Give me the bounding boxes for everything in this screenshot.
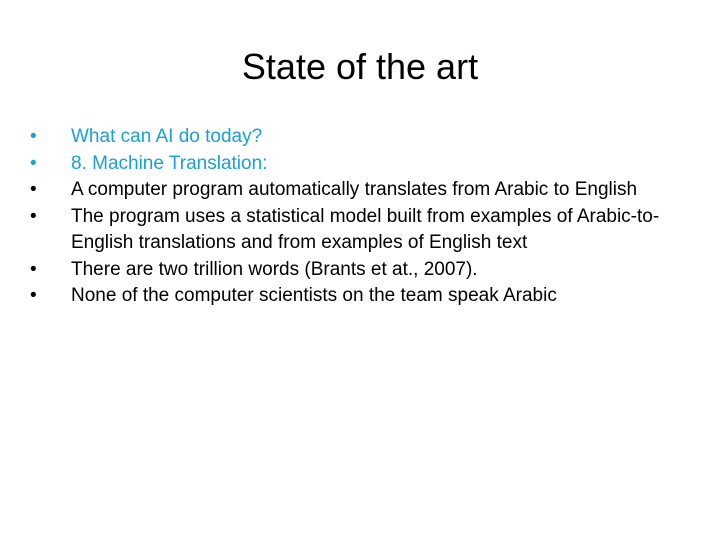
bullet-text: There are two trillion words (Brants et at., 2007).	[71, 258, 478, 280]
bullet-item	[30, 151, 690, 178]
bullet-icon: •	[30, 152, 37, 174]
bullet-text: A computer program automatically translates from Arabic to English	[71, 179, 638, 200]
bullet-icon: •	[30, 126, 37, 147]
bullet-text: None of the computer scientists on the team speak Arabic	[71, 285, 557, 306]
slide-title: State of the art	[241, 46, 479, 87]
bullet-item	[30, 283, 690, 310]
bullet-list	[30, 124, 690, 310]
bullet-icon: •	[30, 205, 37, 227]
bullet-item	[30, 124, 690, 151]
bullet-text: 8. Machine Translation:	[71, 152, 268, 174]
bullet-item	[30, 177, 690, 204]
bullet-text: The program uses a statistical model built from examples of Arabic-to-English translations and from examples of English text	[71, 205, 660, 253]
bullet-item	[30, 204, 690, 257]
bullet-icon: •	[30, 179, 37, 200]
bullet-icon: •	[30, 285, 37, 306]
bullet-text: What can AI do today?	[71, 126, 263, 147]
bullet-item	[30, 257, 690, 284]
bullet-icon: •	[30, 258, 37, 280]
